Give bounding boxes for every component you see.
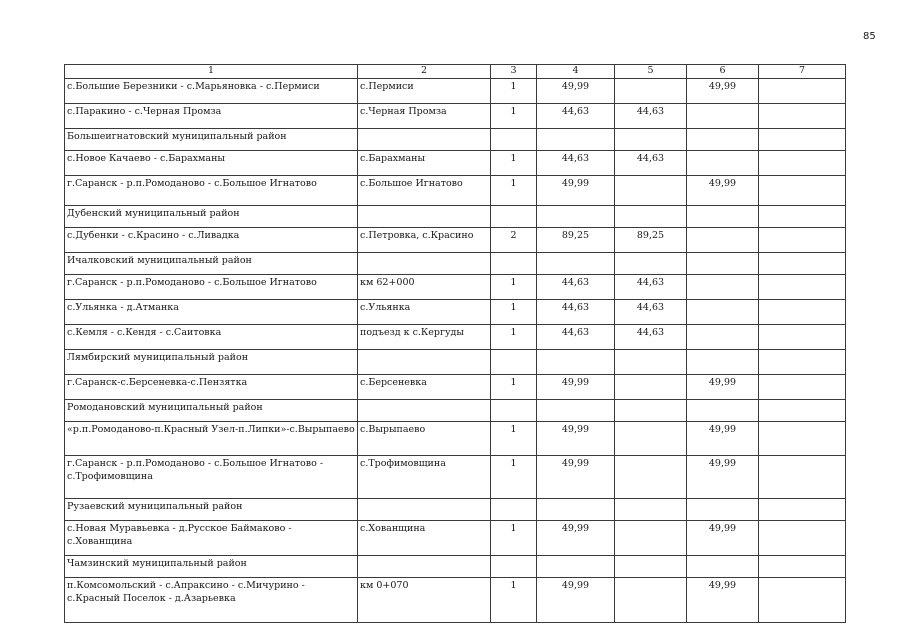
table-cell-1: с.Дубенки - с.Красино - с.Ливадка: [65, 228, 358, 253]
table-cell-7: [759, 253, 846, 275]
table-cell-3: [491, 556, 537, 578]
table-cell-4: [537, 556, 615, 578]
table-cell-6: [687, 400, 759, 422]
table-cell-3: 1: [491, 151, 537, 176]
table-cell-3: [491, 129, 537, 151]
table-cell-7: [759, 104, 846, 129]
table-cell-6: 49,99: [687, 375, 759, 400]
region-name-cell: Дубенский муниципальный район: [65, 206, 358, 228]
table-cell-4: [537, 499, 615, 521]
table-cell-2: км 62+000: [358, 275, 491, 300]
table-cell-4: 49,99: [537, 422, 615, 456]
table-cell-1: г.Саранск - р.п.Ромоданово - с.Большое Игнатово - с.Трофимовщина: [65, 456, 358, 499]
table-row: [65, 176, 846, 206]
table-row: [65, 325, 846, 350]
region-row: [65, 129, 846, 151]
header-cell: 3: [491, 65, 537, 79]
table-cell-7: [759, 350, 846, 375]
table-cell-6: [687, 253, 759, 275]
region-name-cell: Большеигнатовский муниципальный район: [65, 129, 358, 151]
table-cell-2: с.Вырыпаево: [358, 422, 491, 456]
table-cell-6: [687, 350, 759, 375]
table-cell-7: [759, 300, 846, 325]
table-cell-7: [759, 578, 846, 623]
table-cell-1: с.Большие Березники - с.Марьяновка - с.Пермиси: [65, 79, 358, 104]
table-cell-3: 1: [491, 325, 537, 350]
table-row: [65, 151, 846, 176]
table-cell-7: [759, 422, 846, 456]
table-cell-3: 1: [491, 300, 537, 325]
table-cell-1: «р.п.Ромоданово-п.Красный Узел-п.Липки»-с.Вырыпаево: [65, 422, 358, 456]
page-number: 85: [863, 31, 876, 42]
region-row: [65, 499, 846, 521]
table-cell-2: с.Большое Игнатово: [358, 176, 491, 206]
table-cell-5: [615, 456, 687, 499]
table-cell-5: [615, 400, 687, 422]
table-cell-4: 49,99: [537, 375, 615, 400]
table-cell-2: подъезд к с.Кергуды: [358, 325, 491, 350]
table-cell-4: 49,99: [537, 521, 615, 556]
region-row: [65, 253, 846, 275]
table-cell-7: [759, 176, 846, 206]
table-cell-2: км 0+070: [358, 578, 491, 623]
table-cell-3: 1: [491, 79, 537, 104]
table-cell-1: с.Кемля - с.Кендя - с.Саитовка: [65, 325, 358, 350]
region-row: [65, 350, 846, 375]
header-cell: 5: [615, 65, 687, 79]
table-row: [65, 104, 846, 129]
table-cell-6: 49,99: [687, 422, 759, 456]
table-cell-5: 44,63: [615, 151, 687, 176]
table-cell-6: [687, 104, 759, 129]
table-cell-4: 49,99: [537, 578, 615, 623]
region-name-cell: Ромодановский муниципальный район: [65, 400, 358, 422]
table-cell-5: [615, 578, 687, 623]
table-cell-5: 44,63: [615, 325, 687, 350]
table-cell-4: [537, 253, 615, 275]
table-cell-3: [491, 350, 537, 375]
table-cell-5: [615, 79, 687, 104]
table-cell-6: [687, 275, 759, 300]
table-cell-6: [687, 151, 759, 176]
table-cell-5: 89,25: [615, 228, 687, 253]
table-cell-3: [491, 253, 537, 275]
table-cell-6: 49,99: [687, 578, 759, 623]
table-cell-7: [759, 456, 846, 499]
table-cell-5: 44,63: [615, 275, 687, 300]
table-cell-4: 44,63: [537, 275, 615, 300]
table-cell-6: [687, 499, 759, 521]
table-cell-3: [491, 400, 537, 422]
table-cell-2: с.Ульянка: [358, 300, 491, 325]
region-name-cell: Чамзинский муниципальный район: [65, 556, 358, 578]
region-row: [65, 556, 846, 578]
table-cell-6: [687, 300, 759, 325]
table-cell-7: [759, 79, 846, 104]
table-cell-3: 1: [491, 104, 537, 129]
table-cell-2: с.Барахманы: [358, 151, 491, 176]
table-cell-6: [687, 228, 759, 253]
table-cell-2: [358, 206, 491, 228]
roads-table: [64, 64, 846, 623]
table-cell-3: 1: [491, 176, 537, 206]
table-cell-2: с.Черная Промза: [358, 104, 491, 129]
region-name-cell: Лямбирский муниципальный район: [65, 350, 358, 375]
table-cell-4: 44,63: [537, 325, 615, 350]
table-cell-3: 2: [491, 228, 537, 253]
table-cell-7: [759, 275, 846, 300]
table-cell-6: [687, 129, 759, 151]
table-cell-1: г.Саранск-с.Берсеневка-с.Пензятка: [65, 375, 358, 400]
table-cell-2: [358, 350, 491, 375]
table-cell-3: 1: [491, 578, 537, 623]
region-row: [65, 206, 846, 228]
table-cell-1: с.Паракино - с.Черная Промза: [65, 104, 358, 129]
table-cell-1: г.Саранск - р.п.Ромоданово - с.Большое Игнатово: [65, 275, 358, 300]
table-cell-2: [358, 499, 491, 521]
region-name-cell: Ичалковский муниципальный район: [65, 253, 358, 275]
table-cell-5: [615, 176, 687, 206]
table-cell-5: [615, 422, 687, 456]
table-cell-5: [615, 556, 687, 578]
table-cell-6: 49,99: [687, 176, 759, 206]
region-row: [65, 400, 846, 422]
table-body: [65, 65, 846, 623]
table-cell-4: 49,99: [537, 176, 615, 206]
table-cell-5: [615, 375, 687, 400]
table-cell-5: 44,63: [615, 104, 687, 129]
table-cell-4: [537, 400, 615, 422]
table-cell-2: [358, 556, 491, 578]
table-cell-5: [615, 521, 687, 556]
table-cell-5: 44,63: [615, 300, 687, 325]
table-cell-1: с.Ульянка - д.Атманка: [65, 300, 358, 325]
table-cell-2: [358, 129, 491, 151]
table-cell-3: [491, 206, 537, 228]
table-cell-2: с.Петровка, с.Красино: [358, 228, 491, 253]
table-cell-6: [687, 325, 759, 350]
table-cell-7: [759, 325, 846, 350]
table-cell-6: 49,99: [687, 456, 759, 499]
table-cell-5: [615, 206, 687, 228]
table-row: [65, 375, 846, 400]
table-cell-2: с.Берсеневка: [358, 375, 491, 400]
table-header-row: [65, 65, 846, 79]
table-cell-7: [759, 228, 846, 253]
table-cell-4: 44,63: [537, 300, 615, 325]
table-cell-2: с.Трофимовщина: [358, 456, 491, 499]
table-cell-3: 1: [491, 275, 537, 300]
table-cell-1: с.Новое Качаево - с.Барахманы: [65, 151, 358, 176]
table-cell-4: [537, 350, 615, 375]
table-cell-2: с.Пермиси: [358, 79, 491, 104]
table-cell-4: [537, 206, 615, 228]
table-cell-6: 49,99: [687, 521, 759, 556]
table-cell-7: [759, 375, 846, 400]
table-row: [65, 456, 846, 499]
table-cell-2: с.Хованщина: [358, 521, 491, 556]
table-cell-3: 1: [491, 521, 537, 556]
table-cell-4: 49,99: [537, 79, 615, 104]
table-cell-6: 49,99: [687, 79, 759, 104]
table-cell-5: [615, 350, 687, 375]
table-cell-4: 49,99: [537, 456, 615, 499]
table-cell-6: [687, 206, 759, 228]
header-cell: 7: [759, 65, 846, 79]
table-cell-4: 44,63: [537, 151, 615, 176]
header-cell: 2: [358, 65, 491, 79]
header-cell: 4: [537, 65, 615, 79]
table-cell-3: 1: [491, 422, 537, 456]
table-cell-7: [759, 499, 846, 521]
table-cell-4: 89,25: [537, 228, 615, 253]
table-cell-6: [687, 556, 759, 578]
table-cell-2: [358, 400, 491, 422]
table-row: [65, 422, 846, 456]
table-cell-1: г.Саранск - р.п.Ромоданово - с.Большое Игнатово: [65, 176, 358, 206]
header-cell: 1: [65, 65, 358, 79]
table-cell-5: [615, 499, 687, 521]
table-cell-3: 1: [491, 375, 537, 400]
table-row: [65, 521, 846, 556]
table-cell-5: [615, 129, 687, 151]
table-cell-1: с.Новая Муравьевка - д.Русское Баймаково - с.Хованщина: [65, 521, 358, 556]
table-cell-3: 1: [491, 456, 537, 499]
table-cell-4: [537, 129, 615, 151]
table-row: [65, 300, 846, 325]
table-cell-7: [759, 556, 846, 578]
table-cell-7: [759, 400, 846, 422]
table-row: [65, 275, 846, 300]
table-cell-4: 44,63: [537, 104, 615, 129]
table-cell-3: [491, 499, 537, 521]
table-row: [65, 578, 846, 623]
table-row: [65, 79, 846, 104]
table-cell-1: п.Комсомольский - с.Апраксино - с.Мичурино - с.Красный Поселок - д.Азарьевка: [65, 578, 358, 623]
table-cell-7: [759, 151, 846, 176]
table-cell-7: [759, 206, 846, 228]
table-cell-7: [759, 129, 846, 151]
region-name-cell: Рузаевский муниципальный район: [65, 499, 358, 521]
table-cell-5: [615, 253, 687, 275]
header-cell: 6: [687, 65, 759, 79]
table-cell-2: [358, 253, 491, 275]
table-row: [65, 228, 846, 253]
table-cell-7: [759, 521, 846, 556]
